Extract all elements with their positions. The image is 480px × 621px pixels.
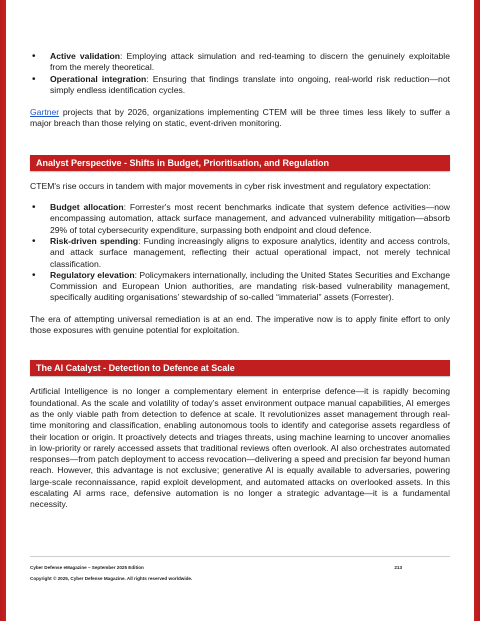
section1-bullet-list [30,202,450,304]
section1-intro: CTEM's rise occurs in tandem with major movements in cyber risk investment and regulatory expectation: [30,180,431,191]
gartner-text: projects that by 2026, organizations implementing CTEM will be three times less likely to suffer a major breach than those relying on static, event-driven monitoring. [30,107,450,129]
bullet-regulatory-elevation [30,270,450,304]
bullet-term: Risk-driven spending [50,235,139,246]
bullet-budget-allocation [30,202,450,236]
bullet-text: : Ensuring that findings translate into ongoing, real-world risk reduction—not simply endless identification cycles. [50,73,450,95]
footer-edition-line [30,565,450,570]
bullet-risk-driven-spending [30,236,450,270]
footer-copyright: Copyright © 2025, Cyber Defense Magazine. All rights reserved worldwide. [30,576,193,581]
section2-body: Artificial Intelligence is no longer a complementary element in enterprise defence—it is rapidly becoming foundational. As the scale and volatility of today’s asset environment outpace manual capabilities, AI emerges as the only viable path from detection to defence at scale. It revolutionizes asset management through real-time monitoring and classification, enabling autonomous tools to identify and categorise assets regardless of their location or origin. It proactively detects and triages threats, using machine learning to uncover anomalies in low-priority or rarely accessed assets that traditional reviews often overlook. AI also orchestrates automated responses—from patch deployment to access revocation—delivering a speed and precision far beyond human reach. However, this advantage is not exclusive; generative AI is equally available to adversaries, powering large-scale reconnaissance, rapid exploit development, and automated attacks on overlooked assets. In this escalating AI arms race, defensive automation is no longer a strategic advantage—it is a fundamental necessity. [30,386,450,510]
bullet-term: Active validation [50,51,121,61]
left-red-edge [0,0,6,621]
bullet-text: : Employing attack simulation and red-teaming to discern the genuinely exploitable from the merely theoretical. [50,51,450,73]
page-number: 213 [394,565,402,570]
section1-closing: The era of attempting universal remediation is at an end. The imperative now is to apply finite effort to only those exposures with genuine potential for exploitation. [30,313,450,336]
bullet-term: Budget allocation [50,202,124,213]
page-content [30,0,450,511]
right-red-edge [474,0,480,621]
bullet-text: : Funding increasingly aligns to exposure analytics, identity and access controls, and attack surface management, reflecting their actual operational impact, not merely technical classification. [50,235,450,269]
footer-divider [30,556,450,557]
footer-edition: Cyber Defense eMagazine – September 2025 Edition [30,565,144,570]
gartner-link[interactable]: Gartner [30,107,60,118]
section-heading-ai-catalyst: The AI Catalyst - Detection to Defence at Scale [30,360,450,376]
top-bullet-list [30,51,450,96]
bullet-term: Operational integration [50,73,147,84]
bullet-active-validation [30,51,450,74]
bullet-text: : Forrester's most recent benchmarks indicate that system defence activities—now encompassing automation, attack surface management, and advanced vulnerability mitigation—absorb 29% of total cybersecurity expenditure, surpassing both endpoint and cloud defence. [50,202,450,235]
section-heading-analyst-perspective: Analyst Perspective - Shifts in Budget, Prioritisation, and Regulation [30,155,450,171]
bullet-operational-integration [30,74,450,97]
gartner-paragraph [30,107,450,130]
bullet-text: : Policymakers internationally, including the United States Securities and Exchange Commission and European Union authorities, are mandating risk-based vulnerability management, specifically auditing organisations’ stewardship of so-called “immaterial” assets (Forrester). [50,269,450,303]
bullet-term: Regulatory elevation [50,269,135,280]
